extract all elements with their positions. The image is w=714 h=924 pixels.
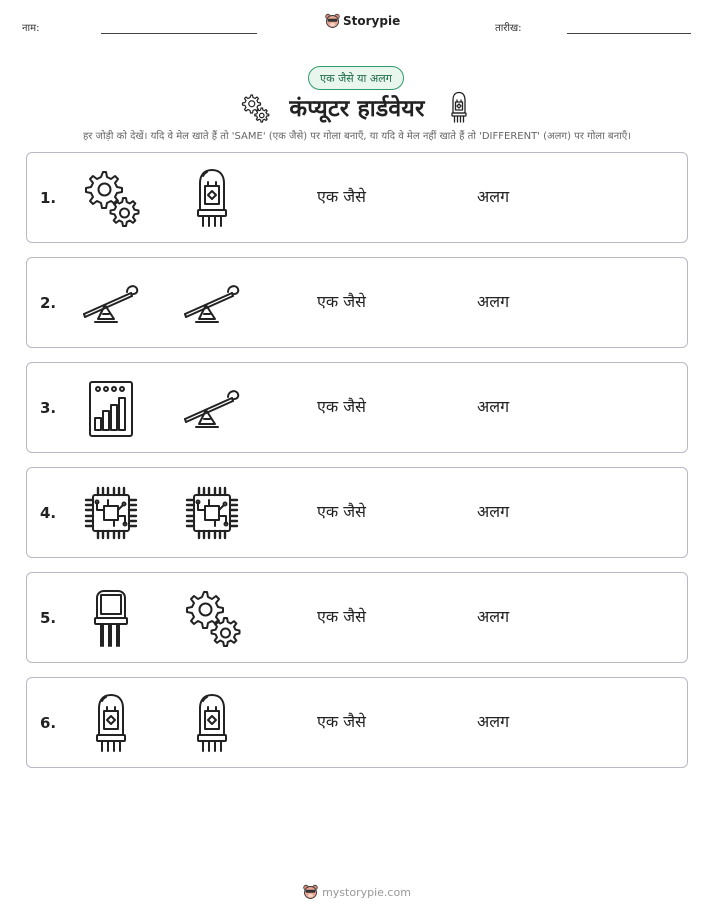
option-same[interactable]: एक जैसे bbox=[317, 292, 366, 311]
footer bbox=[0, 884, 714, 904]
worksheet-header bbox=[0, 0, 714, 50]
vacuum-tube-icon bbox=[182, 168, 242, 228]
option-different[interactable]: अलग bbox=[477, 712, 510, 731]
question-row-2 bbox=[26, 257, 688, 348]
question-row-3 bbox=[26, 362, 688, 453]
question-number: 6. bbox=[40, 714, 57, 732]
option-different[interactable]: अलग bbox=[477, 502, 510, 521]
date-label: तारीख: bbox=[495, 23, 522, 34]
vacuum-tube-icon bbox=[182, 693, 242, 753]
name-label: नाम: bbox=[22, 23, 40, 34]
option-same[interactable]: एक जैसे bbox=[317, 187, 366, 206]
title-row bbox=[0, 89, 714, 125]
seesaw-icon bbox=[182, 273, 242, 333]
question-number: 3. bbox=[40, 399, 57, 417]
vacuum-tube-icon bbox=[449, 90, 469, 124]
instructions: हर जोड़ी को देखें। यदि वे मेल खाते हैं तो 'SAME' (एक जैसे) पर गोला बनाएँ, या यदि वे मेल नहीं खाते हैं तो 'DIFFERENT' (अलग) पर गोला बनाएँ। bbox=[82, 131, 632, 142]
gears-icon bbox=[182, 588, 242, 648]
option-same[interactable]: एक जैसे bbox=[317, 607, 366, 626]
seesaw-icon bbox=[81, 273, 141, 333]
option-different[interactable]: अलग bbox=[477, 607, 510, 626]
worksheet-type-pill: एक जैसे या अलग bbox=[308, 66, 404, 90]
question-number: 1. bbox=[40, 189, 57, 207]
date-line bbox=[567, 33, 691, 34]
option-different[interactable]: अलग bbox=[477, 187, 510, 206]
footer-url: mystorypie.com bbox=[322, 885, 411, 899]
seesaw-icon bbox=[182, 378, 242, 438]
cpu-chip-icon bbox=[182, 483, 242, 543]
question-row-1 bbox=[26, 152, 688, 243]
mascot-icon bbox=[325, 13, 340, 29]
question-row-6 bbox=[26, 677, 688, 768]
option-same[interactable]: एक जैसे bbox=[317, 397, 366, 416]
question-number: 2. bbox=[40, 294, 57, 312]
question-row-4 bbox=[26, 467, 688, 558]
option-different[interactable]: अलग bbox=[477, 292, 510, 311]
mascot-icon bbox=[303, 884, 318, 900]
name-line bbox=[101, 33, 257, 34]
question-row-5 bbox=[26, 572, 688, 663]
page-title: कंप्यूटर हार्डवेयर bbox=[289, 96, 425, 122]
option-same[interactable]: एक जैसे bbox=[317, 502, 366, 521]
bar-chart-panel-icon bbox=[81, 378, 141, 438]
option-different[interactable]: अलग bbox=[477, 397, 510, 416]
brand-name: Storypie bbox=[343, 14, 401, 28]
option-same[interactable]: एक जैसे bbox=[317, 712, 366, 731]
transistor-icon bbox=[81, 588, 141, 648]
question-number: 4. bbox=[40, 504, 57, 522]
gears-icon bbox=[81, 168, 141, 228]
brand-logo bbox=[325, 13, 400, 29]
vacuum-tube-icon bbox=[81, 693, 141, 753]
question-number: 5. bbox=[40, 609, 57, 627]
cpu-chip-icon bbox=[81, 483, 141, 543]
